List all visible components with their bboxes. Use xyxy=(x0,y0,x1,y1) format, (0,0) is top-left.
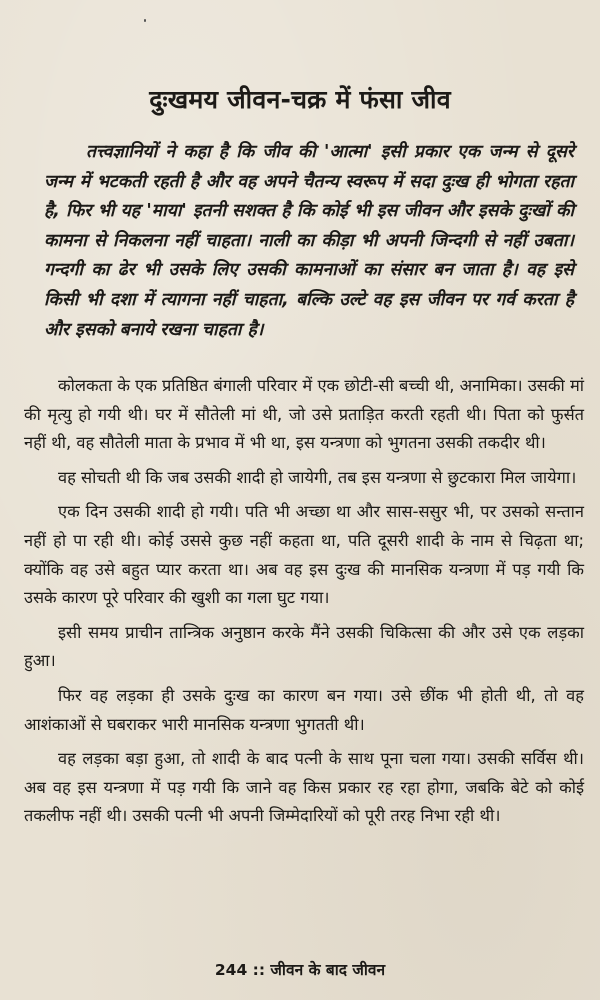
body-text xyxy=(24,372,584,837)
intro-block xyxy=(44,138,574,345)
body-paragraph: इसी समय प्राचीन तान्त्रिक अनुष्ठान करके मैंने उसकी चिकित्सा की और उसे एक लड़का हुआ। xyxy=(24,622,584,671)
page-footer: 244 :: जीवन के बाद जीवन xyxy=(214,961,386,979)
body-paragraph: एक दिन उसकी शादी हो गयी। पति भी अच्छा था और सास-ससुर भी, पर उसको सन्तान नहीं हो पा रही थी। कोई उससे कुछ नहीं कहता था, पति दूसरी शादी के नाम से चिढ़ता था; क्योंकि वह उसे बहुत प्यार करता था। अब वह इस दुःख की मानसिक यन्त्रणा में पड़ गयी कि उसके कारण पूरे परिवार की खुशी का गला घुट गया। xyxy=(24,502,584,608)
body-paragraph: वह लड़का बड़ा हुआ, तो शादी के बाद पत्नी के साथ पूना चला गया। उसकी सर्विस थी। अब वह इस यन्त्रणा में पड़ गयी कि जाने वह किस प्रकार रह रहा होगा, जबकि बेटे को कोई तकलीफ नहीं थी। उसकी पत्नी भी अपनी जिम्मेदारियों को पूरी तरह निभा रही थी। xyxy=(24,749,584,826)
body-paragraph: वह सोचती थी कि जब उसकी शादी हो जायेगी, तब इस यन्त्रणा से छुटकारा मिल जायेगा। xyxy=(58,467,577,487)
ink-speck xyxy=(144,19,146,22)
chapter-title: दुःखमय जीवन-चक्र में फंसा जीव xyxy=(149,85,451,114)
body-paragraph: फिर वह लड़का ही उसके दुःख का कारण बन गया। उसे छींक भी होती थी, तो वह आशंकाओं से घबराकर भारी मानसिक यन्त्रणा भुगतती थी। xyxy=(24,685,584,734)
intro-paragraph: तत्त्वज्ञानियों ने कहा है कि जीव की 'आत्मा' इसी प्रकार एक जन्म से दूसरे जन्म में भटकती रहती है और वह अपने चैतन्य स्वरूप में सदा दुःख ही भोगता रहता है, फिर भी यह 'माया' इतनी सशक्त है कि कोई भी इस जीवन और इसके दुःखों की कामना से निकलना नहीं चाहता। नाली का कीड़ा भी अपनी जिन्दगी से नहीं उबता। गन्दगी का ढेर भी उसके लिए उसकी कामनाओं का संसार बन जाता है। वह इसे किसी भी दशा में त्यागना नहीं चाहता, बल्कि उल्टे वह इस जीवन पर गर्व करता है और इसको बनाये रखना चाहता है। xyxy=(44,142,574,340)
body-paragraph: कोलकता के एक प्रतिष्ठित बंगाली परिवार में एक छोटी-सी बच्ची थी, अनामिका। उसकी मां की मृत्यु हो गयी थी। घर में सौतेली मां थी, जो उसे प्रताड़ित करती रहती थी। पिता को फुर्सत नहीं थी, वह सौतेली माता के प्रभाव में भी था, इस यन्त्रणा को भुगतना उसकी तकदीर थी। xyxy=(24,376,584,453)
